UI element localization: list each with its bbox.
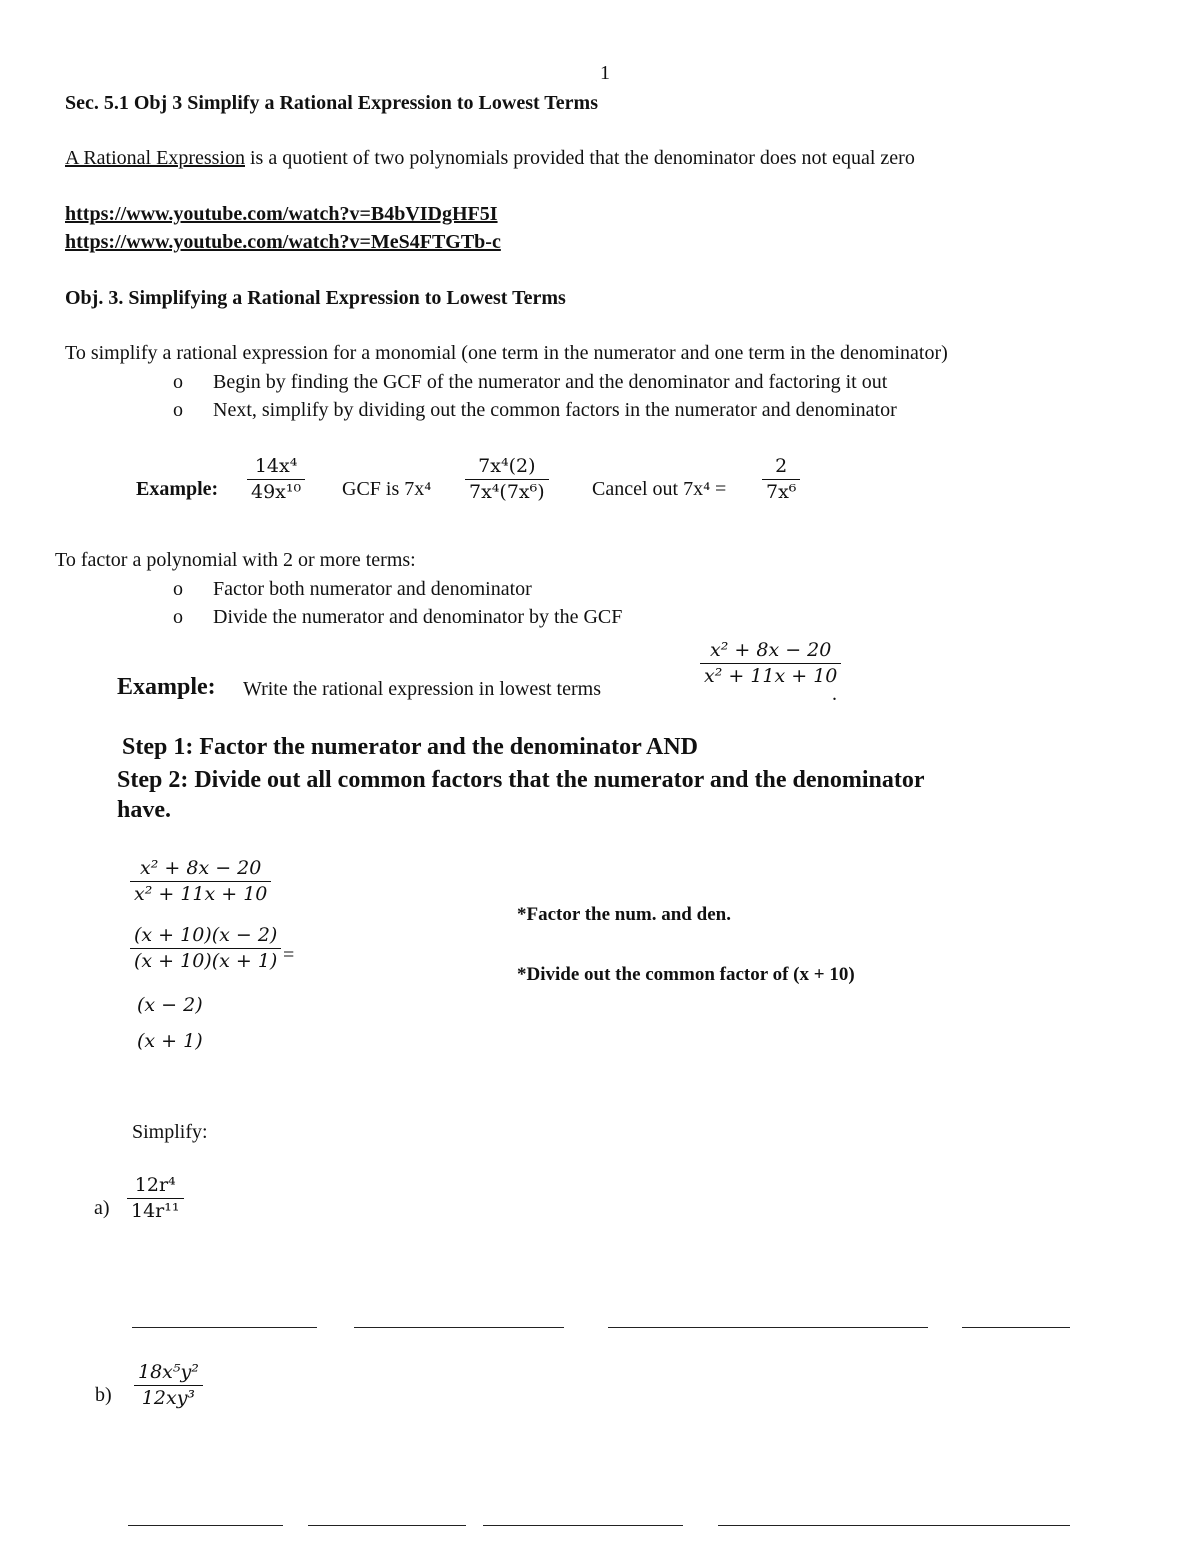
fraction-denominator: 12xy³ [141, 1387, 196, 1409]
answer-blank [354, 1327, 564, 1328]
definition-line [65, 147, 915, 170]
fraction-numerator: 18x⁵y² [138, 1361, 199, 1383]
work-note-1: *Factor the num. and den. [517, 904, 731, 925]
fraction-bar [247, 479, 305, 480]
monomial-intro: To simplify a rational expression for a monomial (one term in the numerator and one term in the denominator) [65, 342, 948, 364]
fraction-denominator: 49x¹⁰ [251, 481, 302, 503]
answer-blank [128, 1525, 283, 1526]
practice-heading: Simplify: [132, 1121, 208, 1143]
example1-cancel: Cancel out 7x⁴ = [592, 478, 727, 500]
fraction-denominator: 7x⁶ [766, 481, 797, 503]
answer-blank [718, 1525, 1070, 1526]
video-link-1[interactable]: https://www.youtube.com/watch?v=B4bVIDgHF5I [65, 203, 498, 225]
fraction-bar [134, 1385, 203, 1386]
fraction-numerator: 12r⁴ [134, 1174, 176, 1196]
fraction-denominator: 14r¹¹ [131, 1200, 180, 1222]
answer-blank [608, 1327, 928, 1328]
polynomial-bullet-1 [173, 578, 532, 601]
work-note-2: *Divide out the common factor of (x + 10) [517, 964, 855, 985]
fraction-denominator: (x + 10)(x + 1) [134, 950, 278, 972]
work-line-3: (x − 2) [137, 994, 203, 1016]
fraction-numerator: (x + 10)(x − 2) [134, 924, 278, 946]
example1-fraction [247, 455, 305, 503]
example2-text: Write the rational expression in lowest terms [243, 678, 601, 700]
fraction-bar [130, 881, 271, 882]
fraction-bar [127, 1198, 184, 1199]
work-fraction-2 [130, 924, 281, 972]
fraction-numerator: 7x⁴(2) [478, 455, 536, 477]
example1-gcf: GCF is 7x⁴ [342, 478, 432, 500]
video-link-2[interactable]: https://www.youtube.com/watch?v=MeS4FTGTb-c [65, 231, 501, 253]
fraction-numerator: x² + 8x − 20 [710, 639, 832, 661]
example2-fraction [700, 639, 841, 687]
fraction-denominator: x² + 11x + 10 [704, 665, 838, 687]
example1-factored [465, 455, 549, 503]
fraction-denominator: x² + 11x + 10 [134, 883, 268, 905]
polynomial-bullet-2 [173, 606, 622, 629]
answer-blank [962, 1327, 1070, 1328]
bullet-marker: o [173, 606, 183, 628]
example1-result [762, 455, 800, 503]
fraction-numerator: x² + 8x − 20 [140, 857, 262, 879]
work-equals: = [283, 944, 295, 966]
fraction-numerator: 2 [775, 455, 788, 477]
definition-text: is a quotient of two polynomials provided that the denominator does not equal zero [244, 147, 915, 169]
fraction-bar [700, 663, 841, 664]
answer-blank [483, 1525, 683, 1526]
work-line-4: (x + 1) [137, 1030, 203, 1052]
definition-term: A Rational Expression [65, 147, 245, 169]
monomial-bullet-2 [173, 399, 897, 422]
objective-heading: Obj. 3. Simplifying a Rational Expression to Lowest Terms [65, 287, 566, 309]
bullet-text: Divide the numerator and denominator by the GCF [213, 606, 623, 628]
step-1: Step 1: Factor the numerator and the denominator AND [122, 734, 698, 760]
bullet-text: Begin by finding the GCF of the numerator and the denominator and factoring it out [213, 371, 888, 393]
example2-period: . [832, 683, 837, 705]
page-number: 1 [600, 62, 610, 84]
polynomial-intro: To factor a polynomial with 2 or more terms: [55, 549, 416, 571]
bullet-text: Next, simplify by dividing out the common factors in the numerator and denominator [213, 399, 897, 421]
fraction-bar [130, 948, 281, 949]
bullet-marker: o [173, 371, 183, 393]
step-2-line-1: Step 2: Divide out all common factors that the numerator and the denominator [117, 767, 925, 793]
example2-label: Example: [117, 674, 216, 700]
problem-b-label: b) [95, 1384, 112, 1406]
bullet-text: Factor both numerator and denominator [213, 578, 532, 600]
section-title: Sec. 5.1 Obj 3 Simplify a Rational Expression to Lowest Terms [65, 92, 598, 114]
problem-a-label: a) [94, 1197, 110, 1219]
fraction-denominator: 7x⁴(7x⁶) [469, 481, 545, 503]
example1-label: Example: [136, 478, 219, 500]
fraction-bar [762, 479, 800, 480]
problem-a-fraction [127, 1174, 184, 1222]
bullet-marker: o [173, 578, 183, 600]
work-fraction-1 [130, 857, 271, 905]
answer-blank [308, 1525, 466, 1526]
answer-blank [132, 1327, 317, 1328]
step-2-line-2: have. [117, 797, 171, 823]
fraction-bar [465, 479, 549, 480]
monomial-bullet-1 [173, 371, 887, 394]
problem-b-fraction [134, 1361, 203, 1409]
fraction-numerator: 14x⁴ [254, 455, 298, 477]
bullet-marker: o [173, 399, 183, 421]
